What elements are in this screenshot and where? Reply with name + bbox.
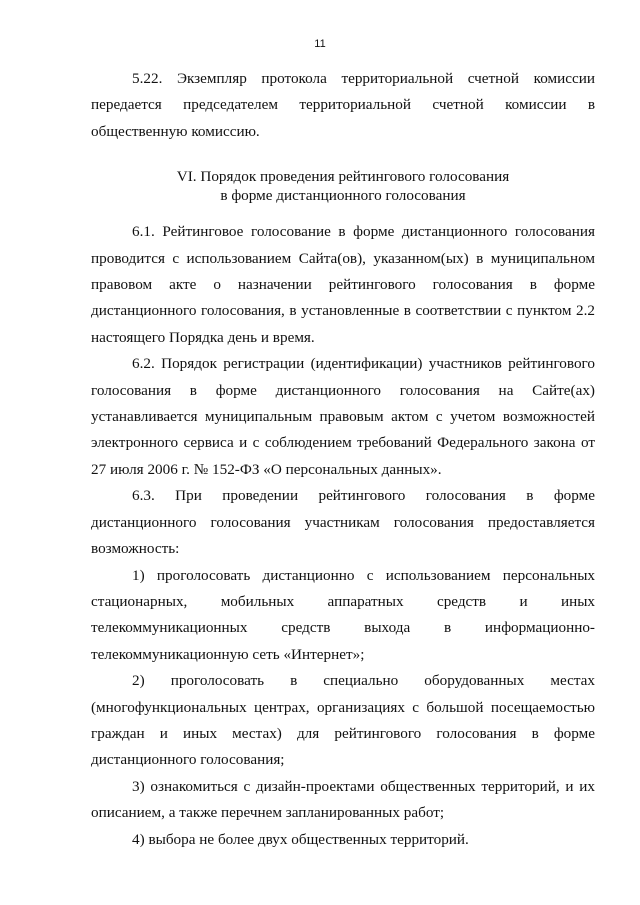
page-number: 11 [314, 38, 326, 50]
paragraph-6-1: 6.1. Рейтинговое голосование в форме дистанционного голосования проводится с использованием Сайта(ов), указанном(ых) в муниципальном правовом акте о назначении рейтингового голосования в форме дистанционного голосования, в установленные в соответствии с пунктом 2.2 настоящего Порядка день и время. [91, 223, 595, 346]
list-item-3: 3) ознакомиться с дизайн-проектами общественных территорий, и их описанием, а также перечнем запланированных работ; [91, 777, 595, 822]
section-heading-line-1: VI. Порядок проведения рейтингового голосования [176, 168, 510, 186]
paragraph-5-22: 5.22. Экземпляр протокола территориальной счетной комиссии передается председателем территориальной счетной комиссии в общественную комиссию. [91, 70, 595, 140]
list-item-2: 2) проголосовать в специально оборудованных местах (многофункциональных центрах, организациях с большой посещаемостью граждан и иных местах) для рейтингового голосования в форме дистанционного голосования; [91, 672, 595, 769]
section-heading [91, 167, 595, 205]
section-heading-line-2: в форме дистанционного голосования [220, 187, 466, 205]
paragraph-6-3: 6.3. При проведении рейтингового голосования в форме дистанционного голосования участникам голосования предоставляется возможность: [91, 487, 595, 558]
list-item-1: 1) проголосовать дистанционно с использованием персональных стационарных, мобильных аппаратных средств и иных телекоммуникационных средств выхода в информационно-телекоммуникационную сеть «Интернет»; [91, 566, 595, 663]
list-item-4: 4) выбора не более двух общественных территорий. [132, 830, 469, 848]
paragraph-6-2: 6.2. Порядок регистрации (идентификации) участников рейтингового голосования в форме дистанционного голосования на Сайте(ах) устанавливается муниципальным правовым актом с учетом возможностей электронного сервиса и с соблюдением требований Федерального закона от 27 июля 2006 г. № 152-ФЗ «О персональных данных». [91, 355, 595, 478]
document-body [91, 66, 595, 853]
